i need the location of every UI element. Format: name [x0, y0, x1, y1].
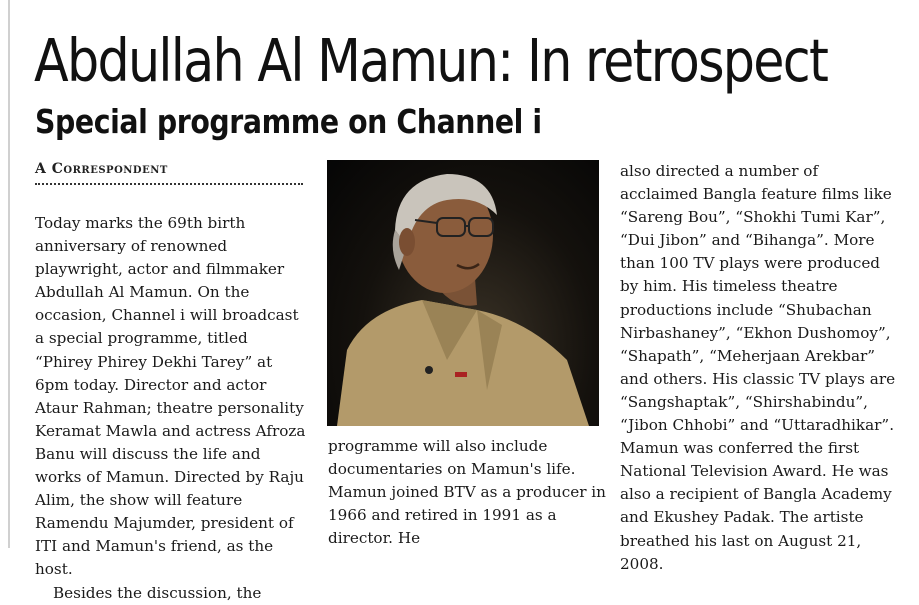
portrait-photo-icon	[327, 160, 599, 426]
paragraph-2-start: Besides the discussion, the	[53, 583, 262, 602]
headline: Abdullah Al Mamun: In retrospect	[34, 26, 828, 95]
article-column-1	[35, 212, 307, 605]
article-column-2	[328, 435, 606, 550]
byline: A Correspondent	[35, 161, 168, 177]
paragraph-2-end: also directed a number of acclaimed Bangla feature films like “Sareng Bou”, “Shokhi Tumi Kar”, “Dui Jibon” and “Bihanga”. More than 100 TV plays were produced by him. His timeless theatre productions include “Shubachan Nirbashaney”, “Ekhon Dushomoy”, “Shapath”, “Meherjaan Arekbar” and others. His classic TV plays are “Sangshaptak”, “Shirshabindu”, “Jibon Chhobi” and “Uttaradhikar”. Mamun was conferred the first National Television Award. He was also a recipient of Bangla Academy and Ekushey Padak. The artiste breathed his last on August 21, 2008.	[620, 162, 896, 573]
subheadline: Special programme on Channel i	[35, 102, 542, 141]
byline-divider	[35, 183, 303, 185]
article-column-3	[620, 160, 900, 576]
paragraph-2-continued: programme will also include documentaries on Mamun's life. Mamun joined BTV as a producer in 1966 and retired in 1991 as a director. He	[328, 437, 606, 548]
article-photo	[327, 160, 599, 426]
paragraph-1: Today marks the 69th birth anniversary of renowned playwright, actor and filmmaker Abdullah Al Mamun. On the occasion, Channel i will broadcast a special programme, titled “Phirey Phirey Dekhi Tarey” at 6pm today. Director and actor Ataur Rahman; theatre personality Keramat Mawla and actress Afroza Banu will discuss the life and works of Mamun. Directed by Raju Alim, the show will feature Ramendu Majumder, president of ITI and Mamun's friend, as the host.	[35, 214, 306, 579]
